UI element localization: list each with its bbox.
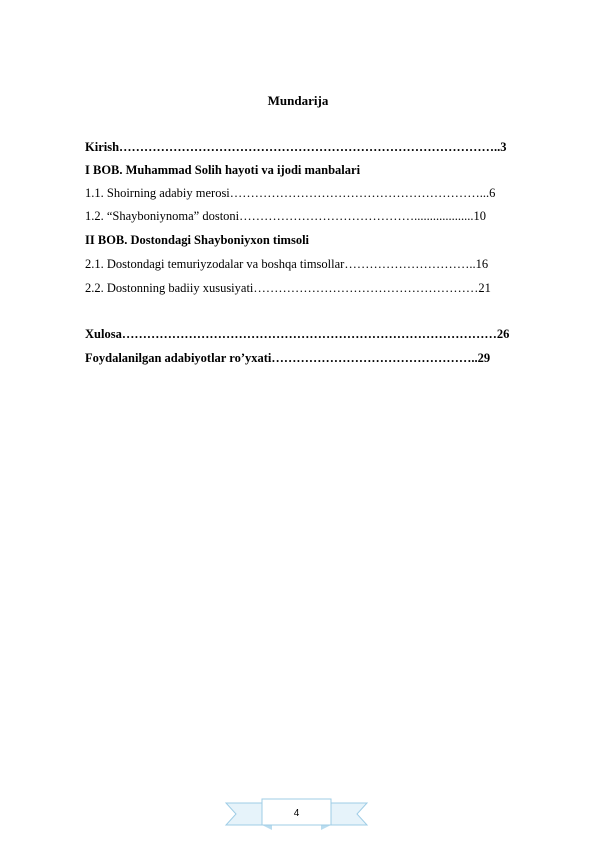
toc-entry-1-2: 1.2. “Shayboniynoma” dostoni……………………………………...................10 xyxy=(85,209,487,223)
page-footer xyxy=(224,797,369,831)
toc-entry-1-1: 1.1. Shoirning adabiy merosi……………………………………………………...6 xyxy=(85,186,496,200)
toc-entry-adabiyotlar: Foydalanilgan adabiyotlar ro’yxati…………………………………………..29 xyxy=(85,351,491,365)
toc-chapter-2: II BOB. Dostondagi Shayboniyxon timsoli xyxy=(85,233,310,247)
toc-entry-2-2: 2.2. Dostonning badiiy xususiyati………………………………………………21 xyxy=(85,281,491,295)
toc-entry-2-1: 2.1. Dostondagi temuriyzodalar va boshqa timsollar…………………………..16 xyxy=(85,257,489,271)
toc-entry-xulosa: Xulosa………………………………………………………………………………26 xyxy=(85,327,510,341)
toc-entry-kirish: Kirish………………………………………………………………………………..3 xyxy=(85,140,507,154)
toc-title: Mundarija xyxy=(267,93,329,108)
page-number: 4 xyxy=(293,808,300,819)
toc-chapter-1: I BOB. Muhammad Solih hayoti va ijodi manbalari xyxy=(85,163,361,177)
